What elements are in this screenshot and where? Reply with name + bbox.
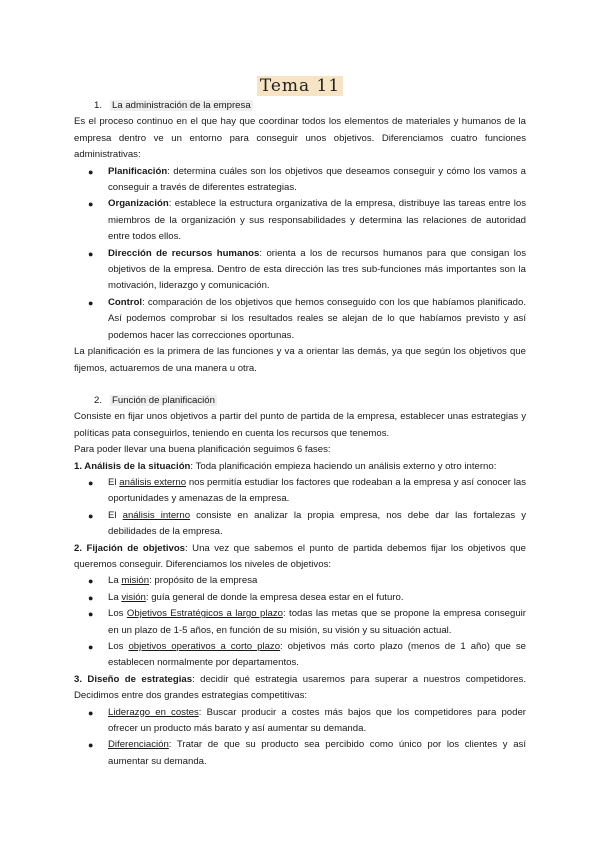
bullet-icon: ● [88,248,94,259]
section-1-closing: La planificación es la primera de las funciones y va a orientar las demás, ya que según los objetivos que fijemos, actuaremos de una manera u otra. [74,346,526,374]
section-1-number: 1. [94,100,103,111]
item-underlined: Objetivos Estratégicos a largo plazo [126,608,283,620]
bullet-icon: ● [88,592,94,603]
bullet-icon: ● [88,166,94,177]
item-term: Organización [108,198,169,210]
phase-3 [74,672,526,705]
phase-2-term: 2. Fijación de objetivos [74,542,186,554]
bullet-icon: ● [88,642,94,652]
phase-1-text: : Toda planificación empieza haciendo un análisis externo y otro interno: [190,460,497,472]
list-item [74,246,526,295]
page-title-text: Tema 11 [257,76,343,96]
phase-3-text: : decidir qué estrategia usaremos para superar a nuestros competidores. Decidimos entre dos grandes estrategias competitivas: [74,673,527,702]
bullet-icon: ● [88,740,94,751]
phase-2-list [74,573,526,671]
list-item: ● Los objetivos operativos a corto plazo: objetivos más corto plazo (menos de 1 año) que se establecen normalmente por departamentos. [88,641,526,669]
page-title [0,76,600,96]
section-1-title: La administración de la empresa [112,100,251,111]
list-item [74,295,526,344]
item-text: : determina cuáles son los objetivos que deseamos conseguir y cómo los vamos a conseguir a través de diferentes estrategias. [108,165,526,194]
list-item: ● Diferenciación: Tratar de que su producto sea percibido como único por los clientes y así aumentar su demanda. [88,739,526,767]
list-item [74,196,526,245]
item-underlined: análisis externo [119,476,187,488]
phase-2 [74,541,526,574]
section-2-heading [74,393,526,409]
phase-2-text: : Una vez que sabemos el punto de partida debemos fijar los objetivos que queremos conseguir. Diferenciamos los niveles de objetivos: [74,542,526,570]
list-item: ● El análisis externo nos permitía estudiar los factores que rodeaban a la empresa y así conocer las oportunidades y amenazas de la empresa. [88,476,526,505]
item-term: Dirección de recursos humanos [108,247,260,259]
item-underlined: análisis interno [122,509,191,521]
bullet-icon: ● [88,297,94,308]
phase-1 [74,459,526,475]
list-item: ● La misión: propósito de la empresa [74,573,526,589]
section-2-title: Función de planificación [112,394,215,406]
item-text: : establece la estructura organizativa de la empresa, distribuye las tareas entre los miembros de la organización y sus responsabilidades y determina las relaciones de autoridad entre todos ellos. [108,198,526,243]
section-1-intro: Es el proceso continuo en el que hay que coordinar todos los elementos de materiales y humanos de la empresa dentro ve un entorno para conseguir unos objetivos. Diferenciamos cuatro funciones administrativas: [74,116,526,161]
section-1-heading [74,98,526,114]
item-term: Control [108,296,143,308]
bullet-icon: ● [88,199,94,210]
section-1-list [74,164,526,344]
item-term: Planificación [108,165,168,177]
section-2-number: 2. [94,394,103,406]
phase-1-term: 1. Análisis de la situación [74,460,191,472]
item-underlined: visión [121,591,146,603]
list-item [74,164,526,197]
item-underlined: misión [121,575,150,587]
list-item: ● El análisis interno consiste en analizar la propia empresa, nos debe dar las fortalezas y debilidades de la empresa. [88,509,527,538]
phase-3-term: 3. Diseño de estrategias [74,673,193,685]
item-underlined: objetivos operativos a corto plazo [128,641,281,652]
bullet-icon: ● [88,576,94,587]
bullet-icon: ● [88,609,94,620]
phase-3-list [74,705,526,771]
bullet-icon: ● [88,707,94,718]
item-text: : orienta a los de recursos humanos para que consigan los objetivos de la empresa. Dentro de esta dirección las tres sub-funciones más importantes son la motivación, liderazgo y comunicación. [108,247,526,292]
item-text: : comparación de los objetivos que hemos conseguido con los que habíamos planificado. Así podemos comprobar si los resultados reales se alejan de lo que habíamos previsto y así podemos hacer las correcciones oportunas. [108,296,526,341]
list-item: ● Liderazgo en costes: Buscar producir a costes más bajos que los competidores para poder ofrecer un producto más barato y así aumentar su demanda. [88,706,526,735]
phases-intro: Para poder llevar una buena planificación seguimos 6 fases: [74,444,331,456]
item-underlined: Diferenciación [108,739,169,751]
document-body [74,98,526,770]
list-item: ● La visión: guía general de donde la empresa desea estar en el futuro. [74,590,526,606]
section-2-intro: Consiste en fijar unos objetivos a partir del punto de partida de la empresa, establecer unas estrategias y políticas pata conseguirlos, teniendo en cuenta los recursos que tenemos. [74,411,526,439]
item-underlined: Liderazgo en costes [108,706,199,718]
bullet-icon: ● [88,510,94,521]
list-item: ● Los Objetivos Estratégicos a largo plazo: todas las metas que se propone la empresa conseguir en un plazo de 1-5 años, en función de su misión, su visión y su situación actual. [88,608,526,636]
phase-1-list [74,475,526,541]
bullet-icon: ● [88,477,94,488]
